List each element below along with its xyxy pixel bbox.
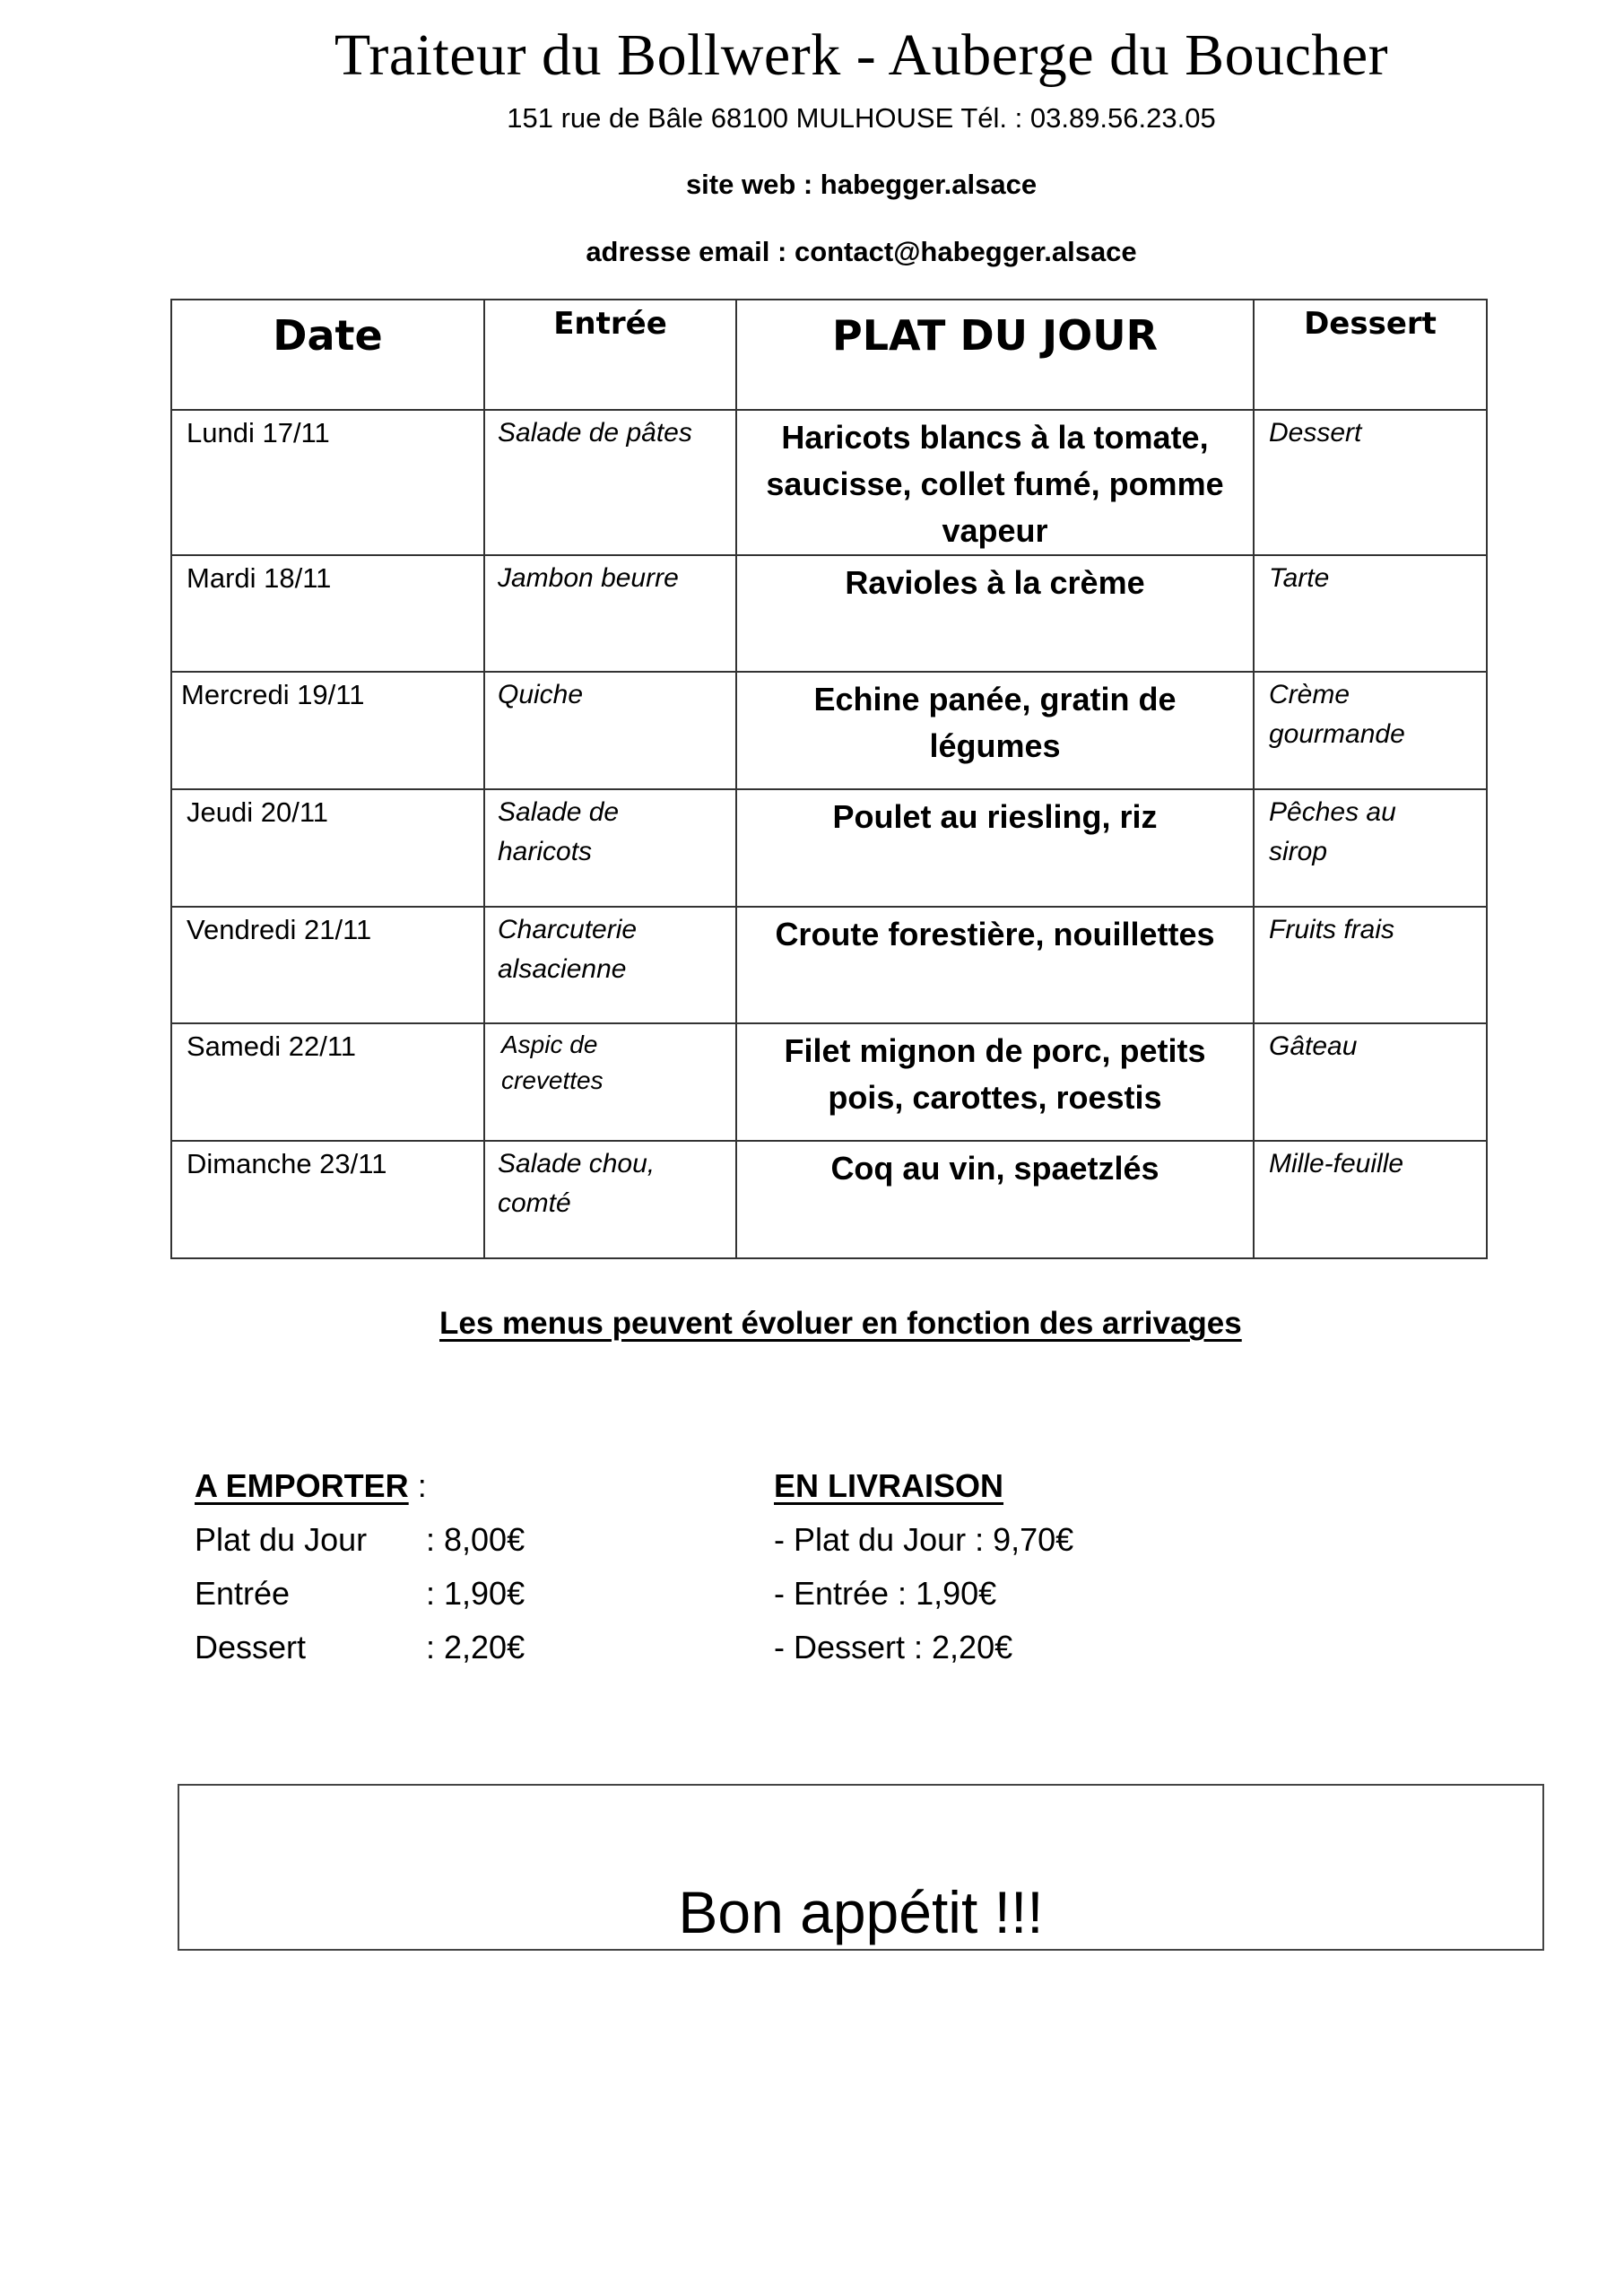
weekly-menu-table [170, 299, 1488, 1259]
price-row [195, 1621, 525, 1674]
table-row [171, 672, 1487, 789]
cell-plat: Filet mignon de porc, petits pois, carottes, roestis [736, 1023, 1254, 1141]
price-value: : 2,20€ [426, 1629, 525, 1665]
menu-notice: Les menus peuvent évoluer en fonction des arrivages [439, 1306, 1242, 1341]
cell-entree: Salade de haricots [484, 789, 736, 907]
takeaway-heading-text: A EMPORTER [195, 1467, 409, 1504]
delivery-price-item: - Entrée : 1,90€ [774, 1575, 997, 1612]
cell-dessert: Crème gourmande [1254, 672, 1487, 789]
price-row [195, 1513, 525, 1567]
cell-plat: Croute forestière, nouillettes [736, 907, 1254, 1023]
price-label: Plat du Jour [195, 1521, 368, 1558]
restaurant-title: Traiteur du Bollwerk - Auberge du Boucher [334, 22, 1389, 88]
cell-entree: Salade chou, comté [484, 1141, 736, 1258]
cell-entree: Charcuterie alsacienne [484, 907, 736, 1023]
table-row [171, 410, 1487, 555]
table-row [171, 1023, 1487, 1141]
table-row [171, 555, 1487, 672]
cell-dessert: Fruits frais [1254, 907, 1487, 1023]
price-value: : 1,90€ [426, 1575, 525, 1612]
price-value: : 8,00€ [426, 1521, 525, 1558]
table-row [171, 907, 1487, 1023]
delivery-price-item: - Dessert : 2,20€ [774, 1629, 1013, 1665]
cell-date: Jeudi 20/11 [171, 789, 484, 907]
cell-plat: Poulet au riesling, riz [736, 789, 1254, 907]
cell-entree: Salade de pâtes [484, 410, 736, 555]
cell-dessert: Mille-feuille [1254, 1141, 1487, 1258]
email-line: adresse email : contact@habegger.alsace [586, 236, 1137, 267]
cell-dessert: Gâteau [1254, 1023, 1487, 1141]
price-label: Entrée [195, 1575, 291, 1612]
price-label: Dessert [195, 1629, 307, 1665]
cell-entree: Aspic de crevettes [484, 1023, 736, 1141]
table-header-row [171, 300, 1487, 410]
cell-plat: Haricots blancs à la tomate, saucisse, collet fumé, pomme vapeur [736, 410, 1254, 555]
cell-date: Vendredi 21/11 [171, 907, 484, 1023]
cell-date: Samedi 22/11 [171, 1023, 484, 1141]
cell-date: Dimanche 23/11 [171, 1141, 484, 1258]
cell-entree: Jambon beurre [484, 555, 736, 672]
header-entree: Entrée [484, 300, 736, 410]
cell-entree: Quiche [484, 672, 736, 789]
header-plat-du-jour: PLAT DU JOUR [736, 300, 1254, 410]
delivery-heading [774, 1459, 1073, 1513]
delivery-heading-text: EN LIVRAISON [774, 1467, 1004, 1504]
table-row [171, 789, 1487, 907]
header-date: Date [171, 300, 484, 410]
restaurant-address: 151 rue de Bâle 68100 MULHOUSE Tél. : 03.89.56.23.05 [507, 102, 1216, 134]
cell-plat: Coq au vin, spaetzlés [736, 1141, 1254, 1258]
delivery-price-item: - Plat du Jour : 9,70€ [774, 1521, 1074, 1558]
cell-dessert: Tarte [1254, 555, 1487, 672]
cell-dessert: Pêches au sirop [1254, 789, 1487, 907]
website-line: site web : habegger.alsace [685, 169, 1038, 200]
cell-plat: Echine panée, gratin de légumes [736, 672, 1254, 789]
closing-message: Bon appétit !!! [678, 1879, 1044, 1945]
takeaway-prices [195, 1459, 525, 1674]
price-row [195, 1567, 525, 1621]
takeaway-heading-colon: : [408, 1467, 427, 1504]
cell-date: Lundi 17/11 [171, 410, 484, 555]
takeaway-heading [195, 1459, 525, 1513]
cell-date: Mardi 18/11 [171, 555, 484, 672]
delivery-prices [774, 1459, 1073, 1674]
cell-date: Mercredi 19/11 [171, 672, 484, 789]
cell-plat: Ravioles à la crème [736, 555, 1254, 672]
cell-dessert: Dessert [1254, 410, 1487, 555]
table-row [171, 1141, 1487, 1258]
header-dessert: Dessert [1254, 300, 1487, 410]
